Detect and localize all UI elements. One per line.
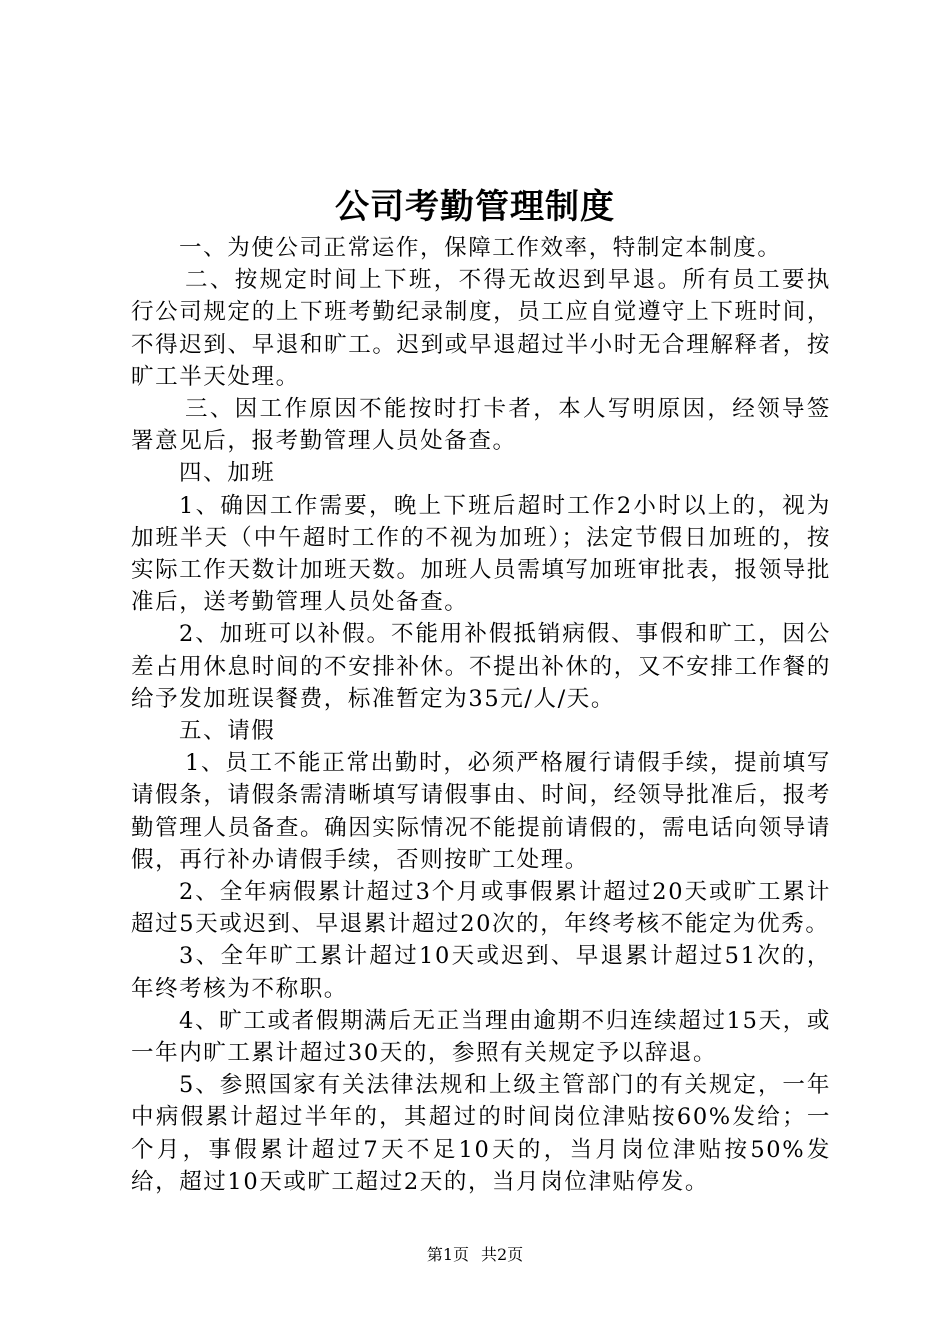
- document-title: 公司考勤管理制度: [335, 187, 615, 227]
- paragraph-overtime-1: 1、确因工作需要，晚上下班后超时工作2小时以上的，视为加班半天（中午超时工作的不视为加班）；法定节假日加班的，按实际工作天数计加班天数。加班人员需填写加班审批表，报领导批准后，送考勤管理人员处备查。: [131, 492, 831, 616]
- paragraph-overtime-2: 2、加班可以补假。不能用补假抵销病假、事假和旷工，因公差占用休息时间的不安排补休。不提出补休的，又不安排工作餐的给予发加班误餐费，标准暂定为35元/人/天。: [131, 621, 831, 712]
- paragraph-leave-1: 1、员工不能正常出勤时，必须严格履行请假手续，提前填写请假条，请假条需清晰填写请假事由、时间，经领导批准后，报考勤管理人员备查。确因实际情况不能提前请假的，需电话向领导请假，再行补办请假手续，否则按旷工处理。: [131, 750, 831, 873]
- paragraph-2: 二、按规定时间上下班，不得无故迟到早退。所有员工要执行公司规定的上下班考勤纪录制度，员工应自觉遵守上下班时间，不得迟到、早退和旷工。迟到或早退超过半小时无合理解释者，按旷工半天处理。: [131, 267, 831, 390]
- page-footer: [0, 1244, 950, 1266]
- section-heading-overtime: 四、加班: [179, 460, 276, 487]
- paragraph-leave-3: 3、全年旷工累计超过10天或迟到、早退累计超过51次的，年终考核为不称职。: [131, 943, 831, 1002]
- paragraph-3: 三、因工作原因不能按时打卡者，本人写明原因，经领导签署意见后，报考勤管理人员处备查。: [131, 396, 831, 455]
- document-body: [131, 232, 831, 1198]
- paragraph-1: 一、为使公司正常运作，保障工作效率，特制定本制度。: [179, 235, 782, 261]
- paragraph-leave-5: 5、参照国家有关法律法规和上级主管部门的有关规定，一年中病假累计超过半年的，其超过的时间岗位津贴按60%发给；一个月，事假累计超过7天不足10天的，当月岗位津贴按50%发给，超过10天或旷工超过2天的，当月岗位津贴停发。: [131, 1072, 831, 1195]
- section-heading-leave: 五、请假: [179, 718, 276, 745]
- page-number-total: 共2页: [481, 1245, 524, 1264]
- page-number-current: 第1页: [426, 1245, 469, 1264]
- paragraph-leave-4: 4、旷工或者假期满后无正当理由逾期不归连续超过15天，或一年内旷工累计超过30天的，参照有关规定予以辞退。: [131, 1007, 831, 1067]
- paragraph-leave-2: 2、全年病假累计超过3个月或事假累计超过20天或旷工累计超过5天或迟到、早退累计超过20次的，年终考核不能定为优秀。: [131, 879, 831, 938]
